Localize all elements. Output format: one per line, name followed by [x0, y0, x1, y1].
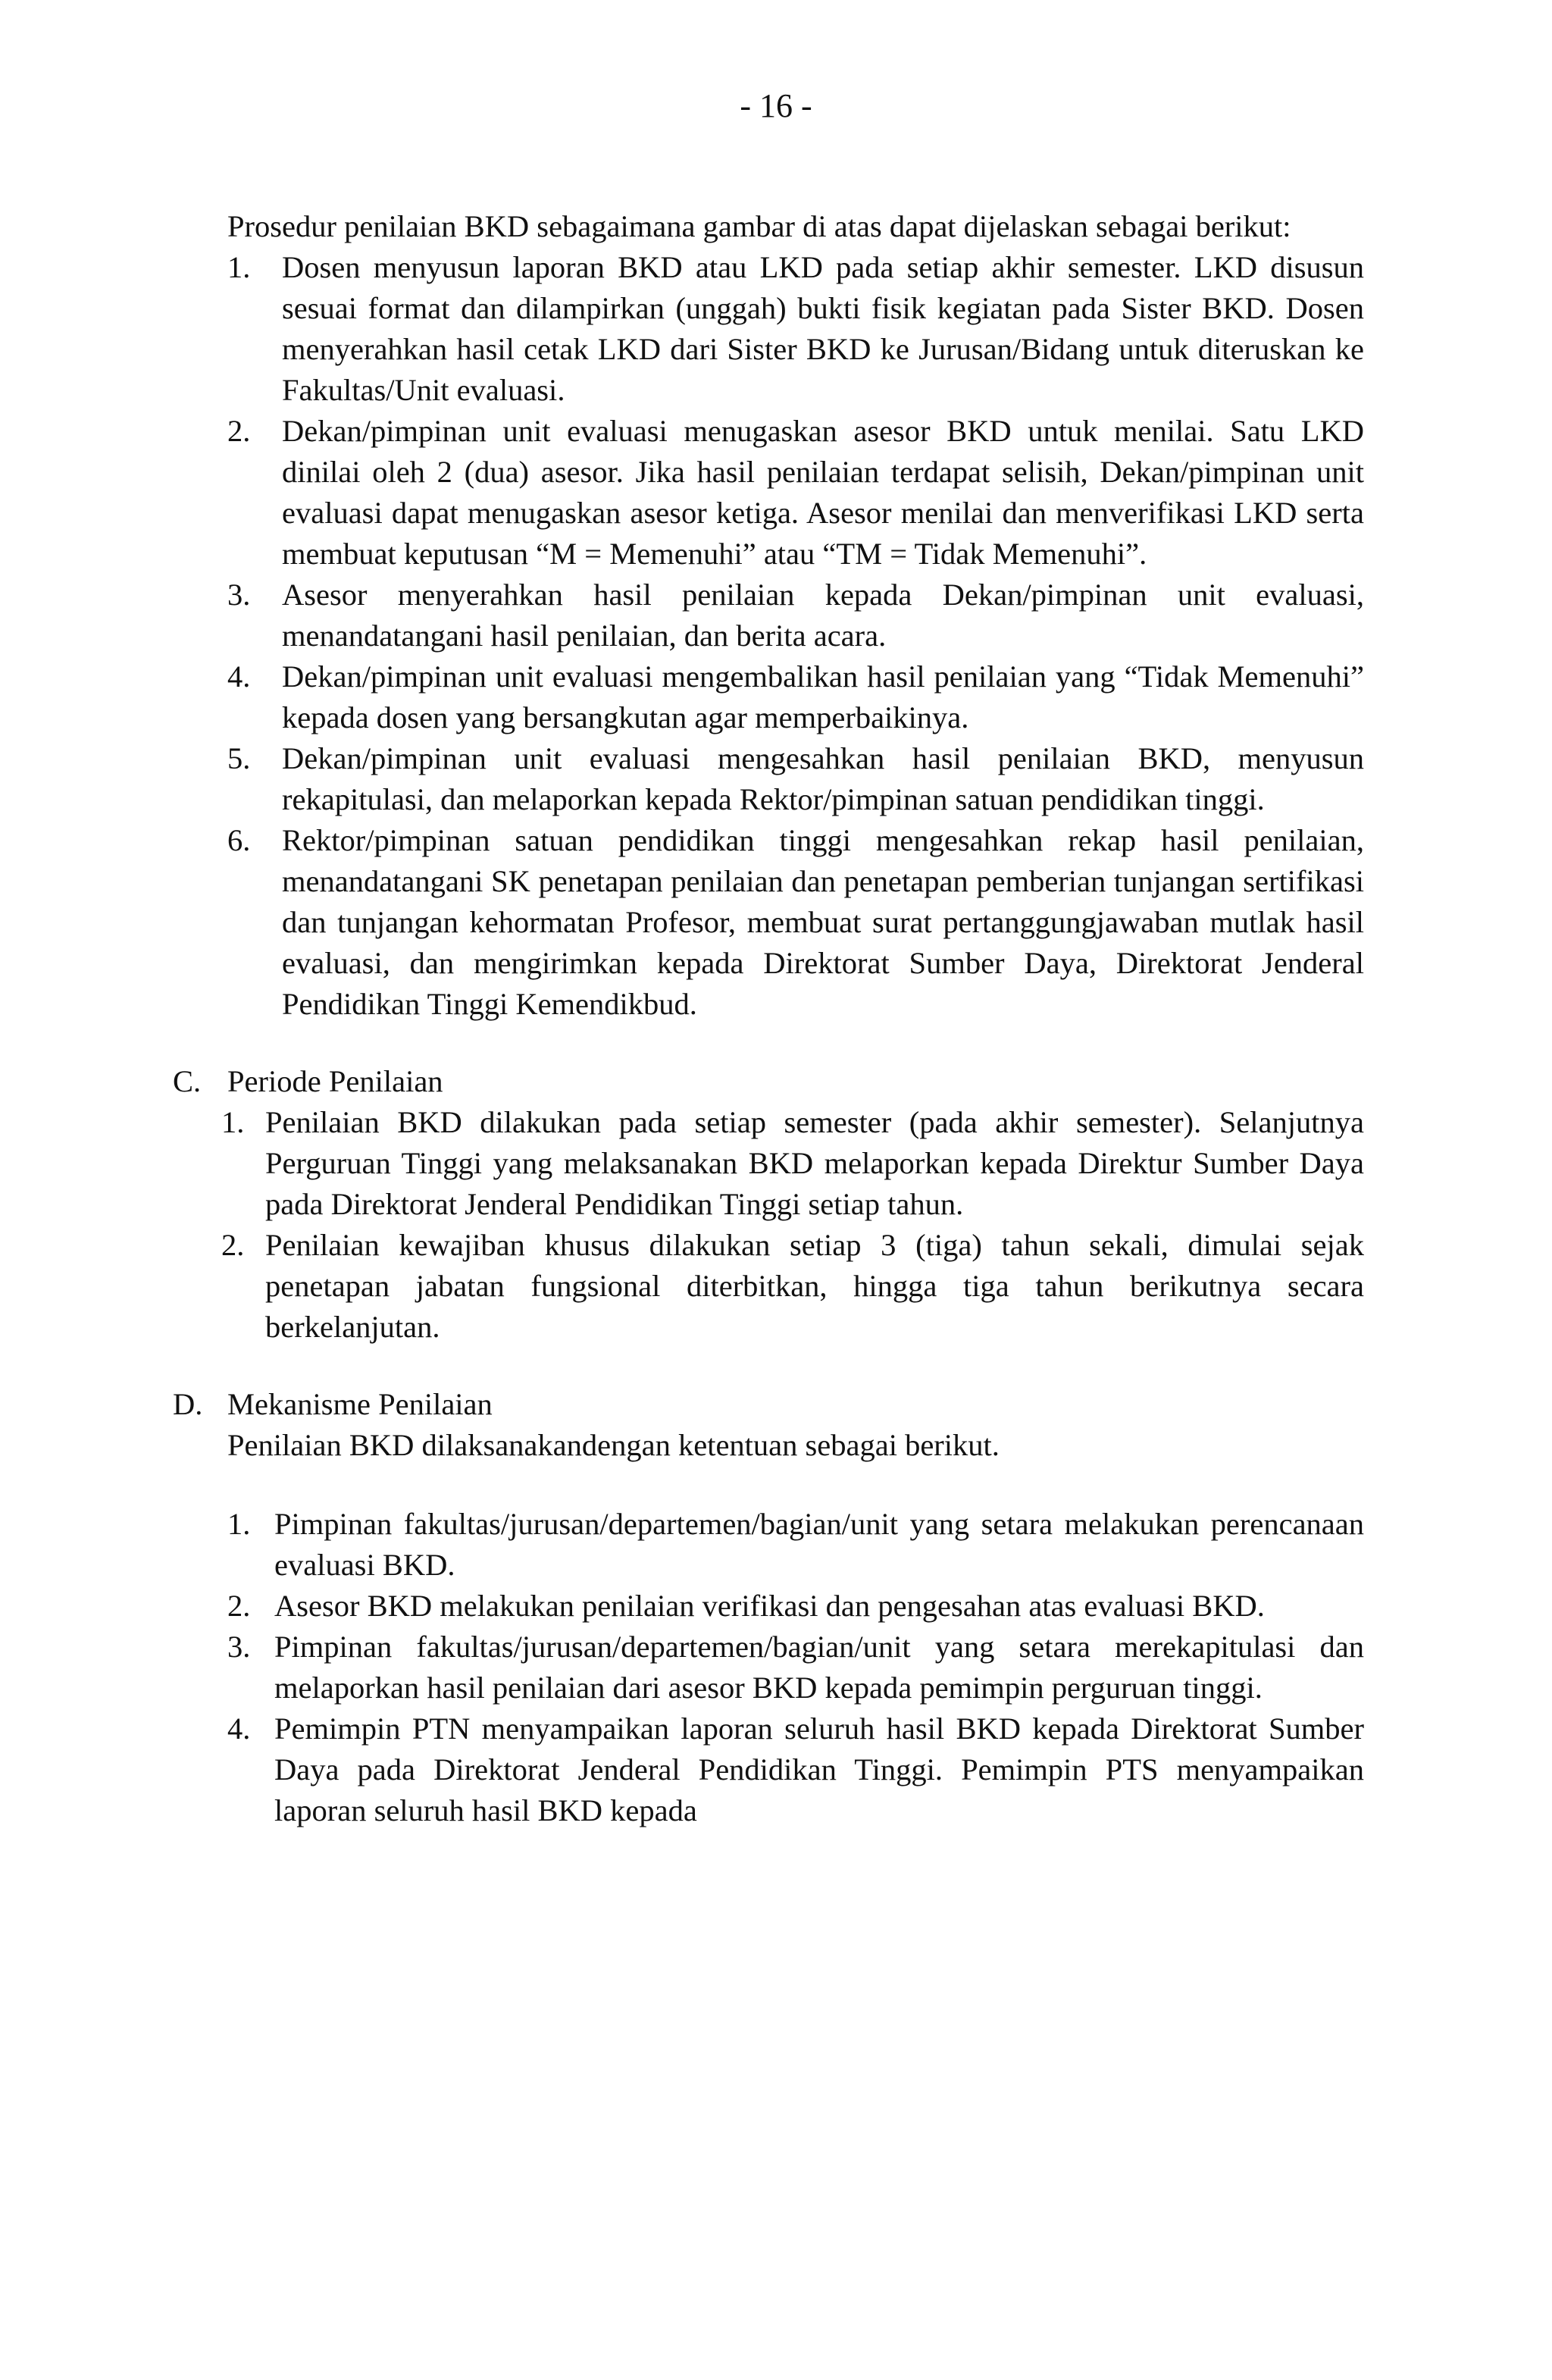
document-body — [173, 206, 1364, 1831]
section-heading — [173, 1061, 1364, 1102]
list-item — [227, 1627, 1364, 1708]
item-text: Pimpinan fakultas/jurusan/departemen/bagian/unit yang setara merekapitulasi dan melaporkan hasil penilaian dari asesor BKD kepada pemimpin perguruan tinggi. — [274, 1630, 1364, 1705]
page-number: - 16 - — [740, 87, 812, 124]
list-item — [221, 1225, 1364, 1348]
procedure-list — [227, 247, 1364, 1025]
list-item — [227, 738, 1364, 820]
item-text: Asesor menyerahkan hasil penilaian kepada Dekan/pimpinan unit evaluasi, menandatangani hasil penilaian, dan berita acara. — [282, 578, 1364, 653]
item-number: 1. — [227, 250, 251, 284]
list-item — [227, 1504, 1364, 1586]
section-c-list — [221, 1102, 1364, 1348]
item-number: 4. — [227, 1711, 251, 1746]
item-number: 2. — [227, 414, 251, 448]
item-text: Pemimpin PTN menyampaikan laporan seluruh hasil BKD kepada Direktorat Sumber Daya pada Direktorat Jenderal Pendidikan Tinggi. Pemimpin PTS menyampaikan laporan seluruh hasil BKD kepada — [274, 1711, 1364, 1827]
item-number: 2. — [221, 1228, 245, 1262]
section-letter: D. — [173, 1387, 203, 1421]
list-item — [227, 1586, 1364, 1627]
item-number: 3. — [227, 1630, 251, 1664]
item-text: Rektor/pimpinan satuan pendidikan tinggi mengesahkan rekap hasil penilaian, menandatangani SK penetapan penilaian dan penetapan pemberian tunjangan sertifikasi dan tunjangan kehormatan Profesor, membuat surat pertanggungjawaban mutlak hasil evaluasi, dan mengirimkan kepada Direktorat Sumber Daya, Direktorat Jenderal Pendidikan Tinggi Kemendikbud. — [282, 823, 1364, 1021]
item-text: Dosen menyusun laporan BKD atau LKD pada setiap akhir semester. LKD disusun sesuai format dan dilampirkan (unggah) bukti fisik kegiatan pada Sister BKD. Dosen menyerahkan hasil cetak LKD dari Sister BKD ke Jurusan/Bidang untuk diteruskan ke Fakultas/Unit evaluasi. — [282, 250, 1364, 407]
item-text: Pimpinan fakultas/jurusan/departemen/bagian/unit yang setara melakukan perencanaan evaluasi BKD. — [274, 1507, 1364, 1582]
list-item — [227, 411, 1364, 575]
list-item — [227, 247, 1364, 411]
section-intro: Penilaian BKD dilaksanakandengan ketentuan sebagai berikut. — [227, 1428, 1000, 1462]
item-number: 5. — [227, 741, 251, 775]
section-title: Mekanisme Penilaian — [227, 1387, 493, 1421]
item-text: Penilaian BKD dilakukan pada setiap semester (pada akhir semester). Selanjutnya Perguruan Tinggi yang melaksanakan BKD melaporkan kepada Direktur Sumber Daya pada Direktorat Jenderal Pendidikan Tinggi setiap tahun. — [265, 1105, 1364, 1221]
section-title: Periode Penilaian — [227, 1064, 443, 1098]
item-number: 6. — [227, 823, 251, 857]
section-d — [173, 1384, 1364, 1831]
item-number: 4. — [227, 659, 251, 694]
item-number: 1. — [221, 1105, 245, 1139]
section-d-list — [227, 1504, 1364, 1831]
item-text: Dekan/pimpinan unit evaluasi menugaskan asesor BKD untuk menilai. Satu LKD dinilai oleh 2 (dua) asesor. Jika hasil penilaian terdapat selisih, Dekan/pimpinan unit evaluasi dapat menugaskan asesor ketiga. Asesor menilai dan menverifikasi LKD serta membuat keputusan “M = Memenuhi” atau “TM = Tidak Memenuhi”. — [282, 414, 1364, 571]
list-item — [227, 656, 1364, 738]
item-text: Dekan/pimpinan unit evaluasi mengembalikan hasil penilaian yang “Tidak Memenuhi” kepada dosen yang bersangkutan agar memperbaikinya. — [282, 659, 1364, 734]
item-text: Asesor BKD melakukan penilaian verifikasi dan pengesahan atas evaluasi BKD. — [274, 1589, 1265, 1623]
list-item — [227, 575, 1364, 656]
section-letter: C. — [173, 1064, 202, 1098]
item-text: Dekan/pimpinan unit evaluasi mengesahkan hasil penilaian BKD, menyusun rekapitulasi, dan melaporkan kepada Rektor/pimpinan satuan pendidikan tinggi. — [282, 741, 1364, 816]
procedure-intro: Prosedur penilaian BKD sebagaimana gambar di atas dapat dijelaskan sebagai berikut: — [227, 209, 1291, 243]
item-text: Penilaian kewajiban khusus dilakukan setiap 3 (tiga) tahun sekali, dimulai sejak penetapan jabatan fungsional diterbitkan, hingga tiga tahun berikutnya secara berkelanjutan. — [265, 1228, 1364, 1344]
item-number: 1. — [227, 1507, 251, 1541]
section-heading — [173, 1384, 1364, 1425]
item-number: 3. — [227, 578, 251, 612]
item-number: 2. — [227, 1589, 251, 1623]
list-item — [227, 1708, 1364, 1831]
section-c — [173, 1061, 1364, 1348]
list-item — [227, 820, 1364, 1025]
list-item — [221, 1102, 1364, 1225]
